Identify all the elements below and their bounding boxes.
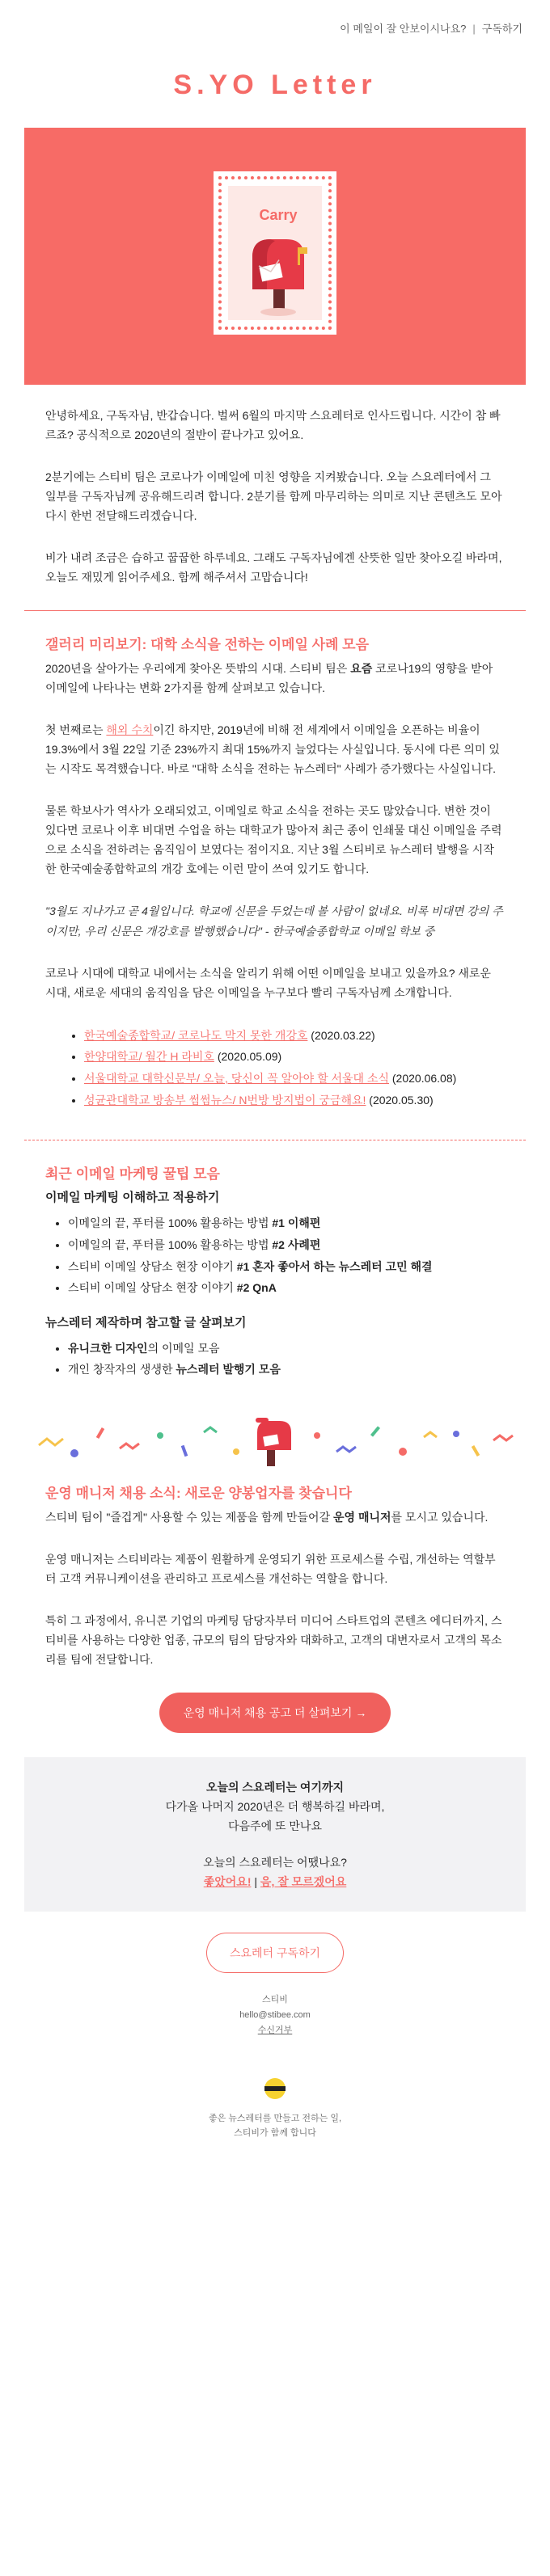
footer-tagline-2: 스티비가 함께 합니다: [234, 2128, 316, 2139]
list-item: • 성균관대학교 방송부 썸썸뉴스/ N번방 방지법이 궁금해요! (2020.05.30): [84, 1090, 505, 1111]
newsletter-link[interactable]: 성균관대학교 방송부 썸썸뉴스/ N번방 방지법이 궁금해요!: [84, 1093, 366, 1107]
hiring-cta-wrap: [24, 1693, 526, 1733]
intro-section: [24, 406, 526, 588]
hiring-paragraph-2: 운영 매니저는 스티비라는 제품이 원활하게 운영되기 위한 프로세스를 수립, 개선하는 역할부터 고객 커뮤니케이션을 관리하고 프로세스를 개선하는 역할을 합니다.: [45, 1553, 496, 1586]
stamp-frame: [218, 176, 332, 330]
stibee-logo-icon: [263, 2076, 287, 2101]
list-item: • 한양대학교/ 월간 H 라비호 (2020.05.09): [84, 1046, 505, 1068]
subscribe-button[interactable]: 스요레터 구독하기: [206, 1933, 344, 1973]
brand-title: S.YO Letter: [173, 70, 377, 100]
overseas-stats-link[interactable]: 해외 수치: [106, 723, 154, 736]
hiring-section: [24, 1482, 526, 1670]
hiring-cta-button[interactable]: 운영 매니저 채용 공고 더 살펴보기 →: [159, 1693, 391, 1733]
gallery-paragraph-4: 코로나 시대에 대학교 내에서는 소식을 알리기 위해 어떤 이메일을 보내고 있을까요? 새로운 시대, 새로운 세대의 움직임을 담은 이메일을 누구보다 빨리 구독자님께 소개합니다.: [45, 966, 491, 999]
footer-info: [24, 1992, 526, 2038]
stamp-label: Carry: [259, 207, 298, 223]
top-links: [24, 0, 526, 58]
gallery-section: [24, 634, 526, 1111]
intro-paragraph-3: 비가 내려 조금은 습하고 꿉꿉한 하루네요. 그래도 구독자님에겐 산뜻한 일만 찾아오길 바라며, 오늘도 재밌게 읽어주세요. 함께 해주셔서 고맙습니다!: [45, 551, 502, 584]
gallery-title: 갤러리 미리보기: 대학 소식을 전하는 이메일 사례 모음: [45, 636, 370, 652]
separator: |: [472, 22, 476, 35]
gallery-paragraph-3: 물론 학보사가 역사가 오래되었고, 이메일로 학교 소식을 전하는 곳도 많았습니다. 변한 것이 있다면 코로나 이후 비대면 수업을 하는 대학교가 많아져 최근 종이 인쇄물 대신 이메일을 주력으로 소식을 전하려는 움직임이 보였다는 점이지요. 지난 3월 스티비로 뉴스레터 발행을 시작한 한국예술종합학교의 개강 호에는 이런 말이 쓰여 있기도 합니다.: [45, 804, 502, 876]
mailbox-icon: [228, 186, 328, 327]
subscribe-cta-wrap: [24, 1933, 526, 1973]
footer-logo-wrap: [24, 2076, 526, 2106]
footer-email: hello@stibee.com: [239, 2009, 311, 2020]
closing-line-2: 다가올 나머지 2020년은 더 행복하길 바라며,: [165, 1799, 385, 1813]
list-item[interactable]: • 이메일의 끝, 푸터를 100% 활용하는 방법 #1 이해편: [68, 1212, 505, 1234]
footer-org: 스티비: [262, 1995, 288, 2005]
hiring-paragraph-3: 특히 그 과정에서, 유니콘 기업의 마케팅 담당자부터 미디어 스타트업의 콘텐츠 에디터까지, 스티비를 사용하는 다양한 업종, 규모의 팀의 담당자와 대화하고, 고객의 대변자로서 고객의 목소리를 팀에 전달합니다.: [45, 1614, 502, 1667]
gallery-paragraph-2: 첫 번째로는 해외 수치이긴 하지만, 2019년에 비해 전 세계에서 이메일을 오픈하는 비율이 19.3%에서 3월 22일 기준 23%까지 최대 15%까지 늘었다는 사실입니다. 동시에 다른 의미 있는 시작도 목격했습니다. 바로 "대학 소식을 전하는 뉴스레터" 사례가 증가했다는 사실입니다.: [45, 723, 500, 776]
separator: |: [254, 1875, 260, 1889]
intro-paragraph-2: 2분기에는 스티비 팀은 코로나가 이메일에 미친 영향을 지켜봤습니다. 오늘 스요레터에서 그 일부를 구독자님께 공유해드리려 합니다. 2분기를 함께 마무리하는 의미로 지난 콘텐츠도 모아 다시 한번 전달해드리겠습니다.: [45, 470, 502, 523]
tips-subtitle-2: 뉴스레터 제작하며 참고할 글 살펴보기: [45, 1315, 247, 1330]
tips-section: [24, 1163, 526, 1381]
closing-line-1: 오늘의 스요레터는 여기까지: [205, 1780, 345, 1794]
hiring-paragraph-1: 스티비 팀이 "즐겁게" 사용할 수 있는 제품을 함께 만들어갈 운영 매니저를 모시고 있습니다.: [45, 1511, 489, 1524]
feedback-question: 오늘의 스요레터는 어땠나요?: [203, 1856, 347, 1870]
gallery-paragraph-1: 2020년을 살아가는 우리에게 찾아온 뜻밖의 시대. 스티비 팀은 요즘 코로나19의 영향을 받아 이메일에 나타나는 변화 2가지를 함께 살펴보고 있습니다.: [45, 661, 493, 694]
feedback-links: [40, 1873, 510, 1892]
university-newsletter-list: [84, 1025, 505, 1111]
list-item[interactable]: • 개인 창작자의 생생한 뉴스레터 발행기 모음: [68, 1359, 505, 1381]
confetti-illustration: [24, 1395, 526, 1476]
gallery-quote: "3월도 지나가고 곧 4월입니다. 학교에 신문을 두었는데 볼 사람이 없네요. 비록 비대면 강의 주이지만, 우리 신문은 개강호를 발행했습니다" - 한국예술종합학교 이메일 학보 중: [45, 904, 503, 938]
list-item[interactable]: • 스티비 이메일 상담소 현장 이야기 #2 QnA: [68, 1277, 505, 1299]
intro-paragraph-1: 안녕하세요, 구독자님, 반갑습니다. 벌써 6월의 마지막 스요레터로 인사드립니다. 시간이 참 빠르죠? 공식적으로 2020년의 절반이 끝나가고 있어요.: [45, 409, 501, 442]
list-item: • 서울대학교 대학신문부/ 오늘, 당신이 꼭 알아야 할 서울대 소식 (2020.06.08): [84, 1068, 505, 1090]
list-item: • 한국예술종합학교/ 코로나도 막지 못한 개강호 (2020.03.22): [84, 1025, 505, 1047]
list-item[interactable]: • 이메일의 끝, 푸터를 100% 활용하는 방법 #2 사례편: [68, 1234, 505, 1256]
footer-tagline: [24, 2111, 526, 2141]
newsletter-link[interactable]: 서울대학교 대학신문부/ 오늘, 당신이 꼭 알아야 할 서울대 소식: [84, 1071, 389, 1085]
subscribe-link[interactable]: 구독하기: [481, 22, 522, 35]
tips-title: 최근 이메일 마케팅 꿀팁 모음: [45, 1166, 220, 1183]
list-item[interactable]: • 스티비 이메일 상담소 현장 이야기 #1 혼자 좋아서 하는 뉴스레터 고민 해결: [68, 1256, 505, 1278]
footer-tagline-1: 좋은 뉴스레터를 만들고 전하는 일,: [208, 2113, 342, 2123]
closing-line-3: 다음주에 또 만나요: [228, 1819, 322, 1832]
hiring-title: 운영 매니저 채용 소식: 새로운 양봉업자를 찾습니다: [45, 1485, 352, 1501]
mailbox-confetti-icon: [24, 1395, 526, 1476]
newsletter-link[interactable]: 한국예술종합학교/ 코로나도 막지 못한 개강호: [84, 1028, 308, 1042]
feedback-bad-link[interactable]: 음, 잘 모르겠어요: [260, 1875, 347, 1889]
tips-list-1: [68, 1212, 505, 1298]
list-item[interactable]: • 유니크한 디자인의 이메일 모음: [68, 1338, 505, 1360]
tips-subtitle-1: 이메일 마케팅 이해하고 적용하기: [45, 1191, 220, 1205]
unsubscribe-link[interactable]: 수신거부: [257, 2025, 293, 2035]
feedback-good-link[interactable]: 좋았어요!: [203, 1875, 252, 1889]
view-online-link[interactable]: 이 메일이 잘 안보이시나요?: [340, 22, 467, 35]
hero-banner: [24, 128, 526, 385]
closing-box: [24, 1757, 526, 1912]
newsletter-link[interactable]: 한양대학교/ 월간 H 라비호: [84, 1050, 214, 1064]
tips-list-2: [68, 1338, 505, 1381]
divider: [24, 610, 526, 611]
